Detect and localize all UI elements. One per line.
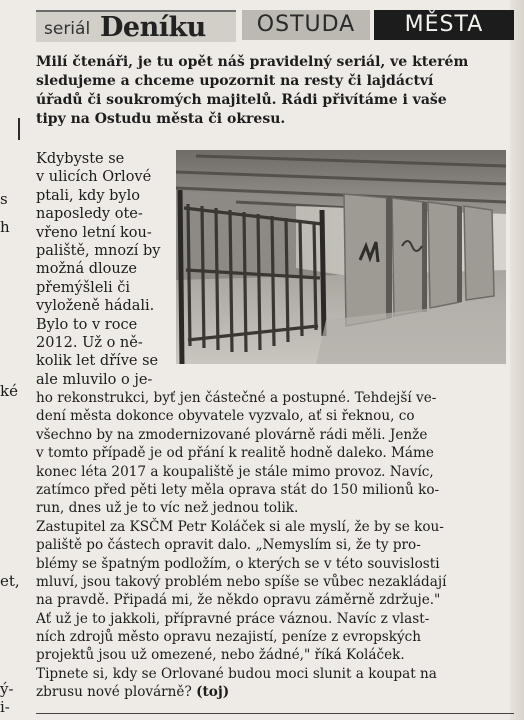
article-line: paliště po částech opravit dalo. „Nemyslím si, že ty pro-: [36, 537, 421, 554]
article-line: Zastupitel za KSČM Petr Koláček si ale myslí, že by se kou-: [36, 518, 444, 535]
article-line: zatímco před pěti lety měla oprava stát do 150 milionů ko-: [36, 481, 440, 498]
right-edge-bleed: [510, 0, 524, 720]
article-line: ale mluvilo o je-: [36, 371, 153, 388]
intro-paragraph: [36, 53, 512, 129]
article-last-line: [36, 683, 446, 701]
article-line: Bylo to v roce: [36, 316, 138, 333]
article-line: vřeno letní kou-: [36, 224, 152, 241]
article-line: mluví, jsou takový problém nebo spíše se vůbec nezakládají: [36, 573, 447, 590]
article-line: Ať už je to jakkoli, přípravné práce váznou. Navíc z vlast-: [36, 610, 430, 627]
bottom-divider: [36, 713, 514, 714]
article-line: naposledy ote-: [36, 206, 143, 223]
header-serial-word: seriál: [44, 19, 91, 39]
article-line: konec léta 2017 a koupaliště je stále mimo provoz. Navíc,: [36, 463, 434, 480]
article-line: projektů jsou už omezené, nebo žádné," říká Koláček.: [36, 647, 405, 664]
column-rule: [18, 118, 20, 140]
article-line: paliště, mnozí by: [36, 242, 161, 259]
header-ostuda-block: OSTUDA: [242, 10, 370, 40]
fragment-text: h: [0, 218, 10, 236]
article-column-narrow: [36, 150, 160, 389]
header-deniku-word: Deníku: [100, 12, 206, 43]
article-line: v tomto případě je od přání k realitě hodně daleko. Máme: [36, 445, 434, 462]
series-header: [36, 8, 514, 44]
fragment-text: et,: [0, 572, 20, 590]
fragment-text: ké: [0, 382, 18, 400]
adjacent-column-fragment: [0, 0, 22, 720]
intro-line: úřadů či soukromých majitelů. Rádi přivítáme i vaše: [36, 92, 447, 108]
header-mesta-block: MĚSTA: [374, 10, 514, 40]
article-line: možná dlouze: [36, 261, 137, 278]
swimming-pool-photo: [176, 150, 506, 364]
article-line: run, dnes už je to víc než jednou tolik.: [36, 500, 299, 517]
article-line: všechno by na zmodernizované plovárně rádi měli. Jenže: [36, 426, 428, 443]
fragment-text: ý-: [0, 680, 14, 698]
fragment-text: s: [0, 190, 8, 208]
author-signature: (toj): [196, 684, 230, 701]
article-line: v ulicích Orlové: [36, 169, 152, 186]
article-line: zbrusu nové plovárně?: [36, 684, 192, 701]
article-line: Tipnete si, kdy se Orlované budou moci slunit a koupat na: [36, 665, 437, 682]
article-line: vyloženě hádali.: [36, 298, 155, 315]
header-serial-block: [36, 10, 236, 42]
article-line: Kdybyste se: [36, 151, 125, 167]
article-line: 2012. Už o ně-: [36, 334, 143, 351]
article-line: blémy se špatným podložím, o kterých se v této souvislosti: [36, 555, 440, 572]
article-line: kolik let dříve se: [36, 353, 159, 370]
article-line: ptali, kdy bylo: [36, 187, 140, 204]
article-line: na pravdě. Připadá mi, že někdo opravu záměrně zdržuje.": [36, 592, 441, 609]
article-line: přemýšleli či: [36, 279, 131, 296]
intro-line: sledujeme a chceme upozornit na resty či lajdáctví: [36, 73, 434, 89]
article-line: ních zdrojů město opravu nezajistí, peníze z evropských: [36, 629, 422, 646]
intro-line: Milí čtenáři, je tu opět náš pravidelný seriál, ve kterém: [36, 54, 469, 70]
fragment-text: i-: [0, 698, 10, 716]
article-line: ho rekonstrukci, byť jen částečné a postupné. Tehdejší ve-: [36, 390, 437, 406]
article-column-wide: [36, 389, 446, 702]
intro-line: tipy na Ostudu města či okresu.: [36, 111, 286, 127]
article-line: dení města dokonce obyvatele vyzvalo, ať si řeknou, co: [36, 408, 415, 425]
